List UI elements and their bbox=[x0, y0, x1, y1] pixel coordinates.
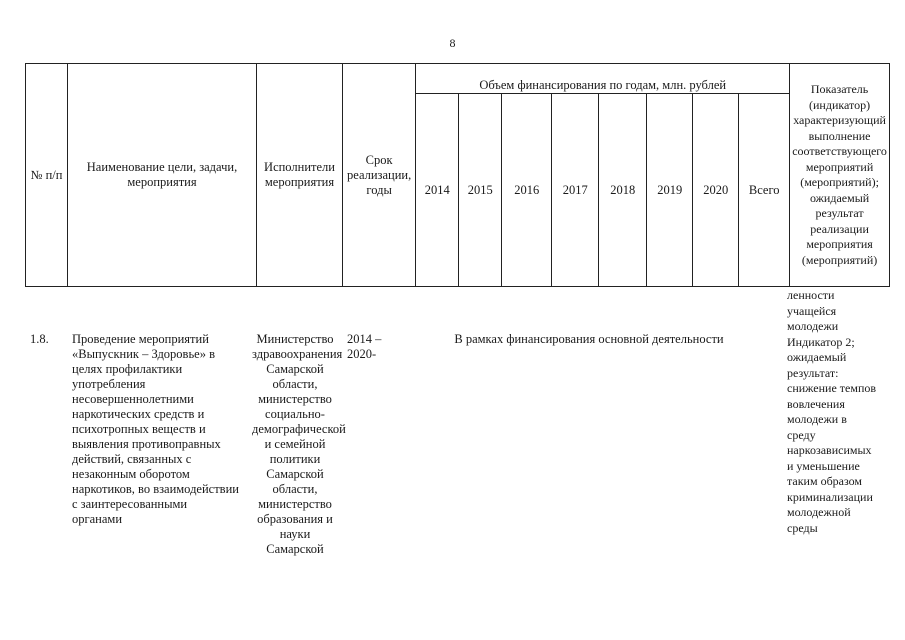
header-indicator: Показатель (индикатор) характеризующий выполнение соответствующего мероприятий (мероприятий); ожидаемый результат реализации мероприятия (мероприятий) bbox=[790, 64, 890, 287]
year-total: Всего bbox=[739, 94, 790, 287]
year-2014: 2014 bbox=[416, 94, 459, 287]
header-term: Срок реализации, годы bbox=[343, 64, 416, 287]
page-number: 8 bbox=[449, 36, 456, 50]
year-2016: 2016 bbox=[502, 94, 552, 287]
header-funding: Объем финансирования по годам, млн. рублей bbox=[416, 64, 790, 94]
year-2019: 2019 bbox=[647, 94, 693, 287]
row-indicator: ленности учащейся молодежи Индикатор 2; ожидаемый результат: снижение темпов вовлечения молодежи в среду наркозависимых и уменьшение таким образом криминализации молодежной среды bbox=[787, 288, 877, 535]
year-2020: 2020 bbox=[693, 94, 739, 287]
header-table bbox=[25, 63, 890, 287]
row-financing: В рамках финансирования основной деятельности bbox=[454, 332, 724, 346]
header-executors: Исполнители мероприятия bbox=[257, 64, 343, 287]
year-2018: 2018 bbox=[599, 94, 647, 287]
header-num: № п/п bbox=[26, 64, 68, 287]
row-name: Проведение мероприятий «Выпускник – Здоровье» в целях профилактики употребления несовершеннолетними наркотических средств и психотропных веществ и выявления противоправных действий, связанных с незаконным оборотом наркотиков, во взаимодействии с заинтересованными органами bbox=[72, 332, 239, 526]
row-term: 2014 – 2020- bbox=[347, 332, 382, 361]
year-2017: 2017 bbox=[552, 94, 599, 287]
header-name: Наименование цели, задачи, мероприятия bbox=[68, 64, 257, 287]
row-executors: Министерство здравоохранения Самарской области, министерство социально-демографической и семейной политики Самарской области, министерство образования и науки Самарской bbox=[252, 332, 346, 556]
row-num: 1.8. bbox=[30, 332, 49, 346]
year-2015: 2015 bbox=[459, 94, 502, 287]
